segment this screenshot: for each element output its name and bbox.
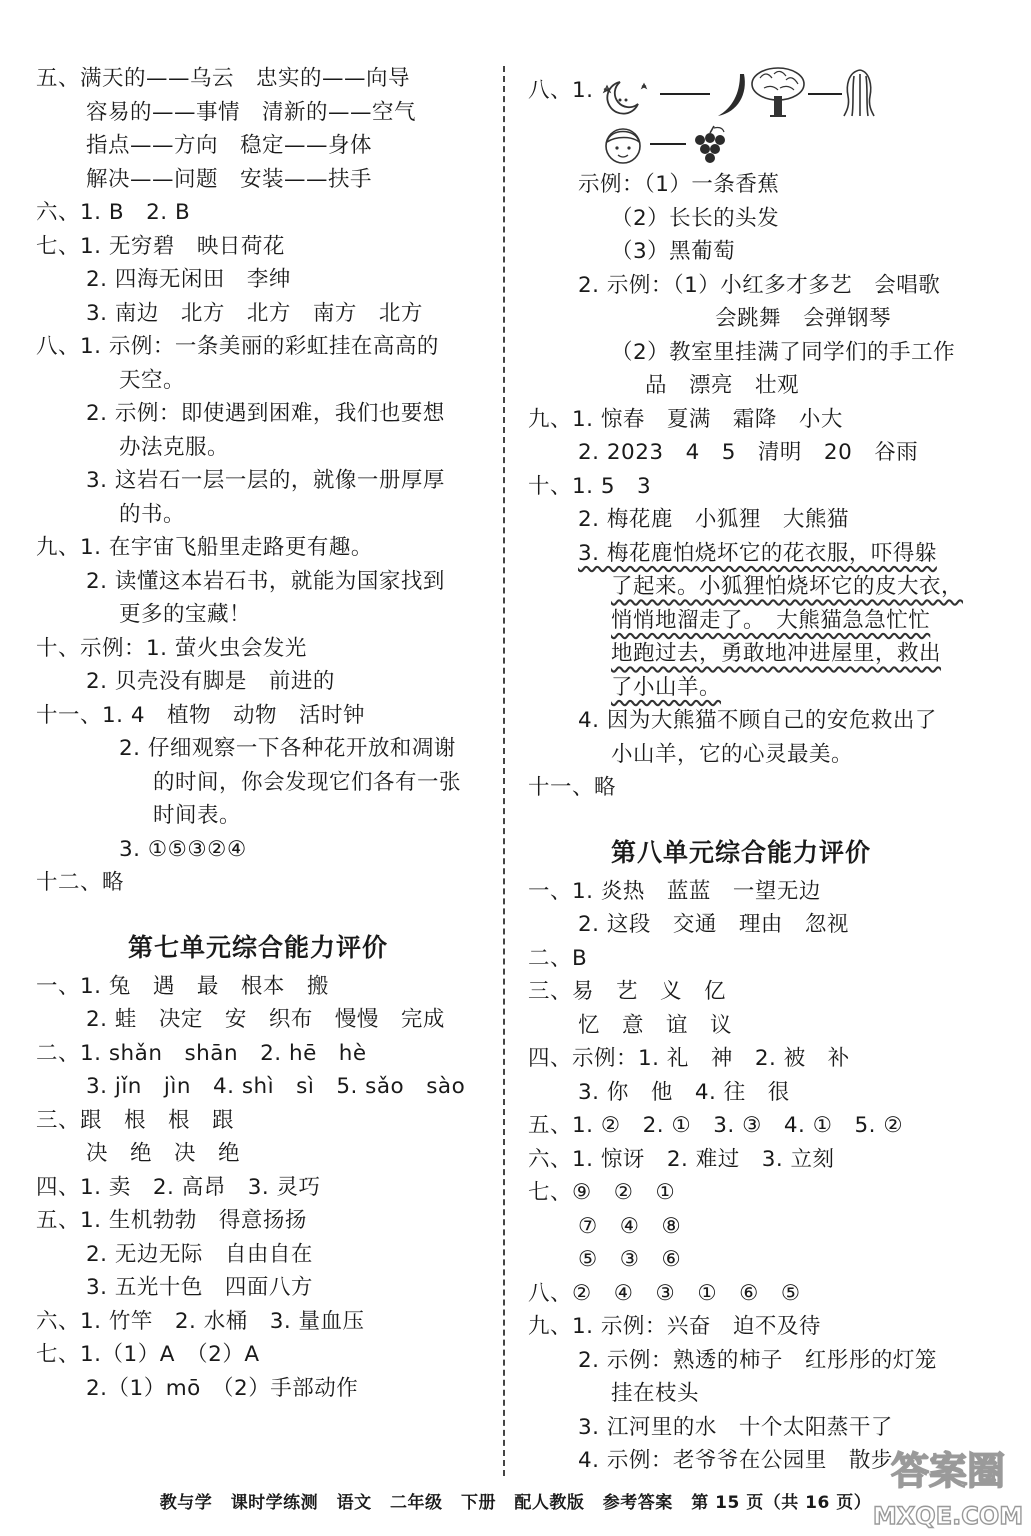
picture-match-row-2 <box>528 122 998 168</box>
answer-line: 十一、1. 4 植物 动物 活时钟 <box>36 702 366 728</box>
answer-line: 容易的——事情 清新的——空气 <box>86 99 417 125</box>
answer-line: 三、易 艺 义 亿 <box>528 979 727 1004</box>
answer-line: ⑦ ④ ⑧ <box>578 1213 682 1239</box>
footer-part: 下册 <box>460 1493 496 1513</box>
banana-icon <box>712 70 752 120</box>
answer-line: 七、1. 无穷碧 映日荷花 <box>36 233 285 259</box>
answer-line: 五、1. 生机勃勃 得意扬扬 <box>36 1208 307 1233</box>
answer-line: 决 绝 决 绝 <box>86 1141 241 1166</box>
answer-line: 2. 示例：（1）小红多才多艺 会唱歌 <box>578 272 941 298</box>
answer-line: 九、1. 示例：兴奋 迫不及待 <box>528 1314 821 1339</box>
answer-line: 2. 无边无际 自由自在 <box>86 1241 313 1267</box>
footer-part: 教与学 <box>159 1493 213 1513</box>
answer-line: 更多的宝藏！ <box>119 602 252 627</box>
answer-line: 办法克服。 <box>119 434 230 460</box>
right-column <box>528 62 998 1478</box>
answer-line: 3. 江河里的水 十个太阳蒸干了 <box>578 1414 893 1440</box>
answer-line: 八、② ④ ③ ① ⑥ ⑤ <box>528 1280 801 1306</box>
answer-line: 四、示例：1. 礼 神 2. 被 补 <box>528 1046 850 1071</box>
answer-line: 3. ①⑤③②④ <box>119 836 247 862</box>
answer-line: 2. 蛙 决定 安 织布 慢慢 完成 <box>86 1007 445 1032</box>
underlined-answer-line: 3. 梅花鹿怕烧坏它的花衣服，吓得躲 <box>578 540 937 566</box>
match-line <box>808 92 842 96</box>
picture-match-row-1 <box>528 62 998 122</box>
answer-line: 八、1. 示例：一条美丽的彩虹挂在高高的 <box>36 334 439 359</box>
answer-line: 的书。 <box>119 501 186 527</box>
answer-line: 2. 仔细观察一下各种花开放和凋谢 <box>119 736 456 761</box>
answer-line: 2. 梅花鹿 小狐狸 大熊猫 <box>578 507 849 532</box>
answer-line: 会跳舞 会弹钢琴 <box>715 306 892 331</box>
answer-line: 3. 你 他 4. 往 很 <box>578 1079 790 1105</box>
svg-text:答案圈: 答案圈 <box>890 1449 1006 1493</box>
answer-line: 2. 示例：即使遇到困难，我们也要想 <box>86 401 445 426</box>
answer-line: 天空。 <box>119 367 186 393</box>
answer-line: （2）长长的头发 <box>611 205 780 231</box>
underlined-answer-line: 悄悄地溜走了。 大熊猫急急忙忙 <box>611 607 931 633</box>
girl-face-icon <box>600 124 646 166</box>
grapes-icon <box>688 124 730 166</box>
answer-line: 七、1.（1）A （2）A <box>36 1342 260 1367</box>
answer-line: 九、1. 惊春 夏满 霜降 小大 <box>528 406 843 432</box>
footer-part: 配人教版 <box>514 1493 585 1513</box>
answer-line: 五、1. ② 2. ① 3. ③ 4. ① 5. ② <box>528 1113 904 1138</box>
answer-line: ⑤ ③ ⑥ <box>578 1247 682 1272</box>
answer-line: 2. 示例：熟透的柿子 红彤彤的灯笼 <box>578 1347 937 1373</box>
hair-icon <box>842 66 878 118</box>
answer-line: 一、1. 兔 遇 最 根本 搬 <box>36 973 329 999</box>
footer-part: 二年级 <box>390 1493 443 1513</box>
answer-line: 三、跟 根 根 跟 <box>36 1107 235 1133</box>
answer-line: 二、B <box>528 945 588 971</box>
answer-line: 3. 五光十色 四面八方 <box>86 1275 313 1300</box>
answer-line: 五、满天的——乌云 忠实的——向导 <box>36 66 411 91</box>
footer-part: 第 15 页（共 16 页） <box>691 1493 872 1513</box>
answer-line: 十二、略 <box>36 870 125 895</box>
answer-line: 的时间，你会发现它们各有一张 <box>153 769 462 795</box>
svg-text:MXQE.COM: MXQE.COM <box>873 1502 1023 1530</box>
left-column <box>36 62 476 1405</box>
answer-line: 解决——问题 安装——扶手 <box>86 166 373 192</box>
answer-line: 2.（1）mō （2）手部动作 <box>86 1375 359 1401</box>
answer-line: 一、1. 炎热 蓝蓝 一望无边 <box>528 878 821 904</box>
underlined-answer-line: 地跑过去，勇敢地冲进屋里，救出 <box>611 641 942 666</box>
answer-line: 品 漂亮 壮观 <box>645 373 800 398</box>
answer-line: 3. 这岩石一层一层的，就像一册厚厚 <box>86 468 445 493</box>
answer-line: 4. 因为大熊猫不顾自己的安危救出了 <box>578 708 937 733</box>
answer-line: 2. 贝壳没有脚是 前进的 <box>86 669 335 694</box>
answer-line: 4. 示例：老爷爷在公园里 散步 <box>578 1448 893 1473</box>
answer-line: 六、1. B 2. B <box>36 200 191 225</box>
answer-line: 四、1. 卖 2. 高昂 3. 灵巧 <box>36 1174 321 1200</box>
answer-line: 九、1. 在宇宙飞船里走路更有趣。 <box>36 535 373 560</box>
moon-star-icon <box>598 76 656 116</box>
match-line <box>660 92 710 96</box>
answer-line: 2. 2023 4 5 清明 20 谷雨 <box>578 440 919 465</box>
question-label: 八、1. <box>528 78 594 103</box>
answer-line: 2. 四海无闲田 李绅 <box>86 267 291 292</box>
answer-line: 二、1. shǎn shān 2. hē hè <box>36 1040 367 1066</box>
section-heading-unit8: 第八单元综合能力评价 <box>611 837 872 867</box>
answer-line: （2）教室里挂满了同学们的手工作 <box>611 339 956 365</box>
footer-part: 课时学练测 <box>230 1493 319 1513</box>
section-heading-unit7: 第七单元综合能力评价 <box>128 932 389 962</box>
answer-line: 2. 读懂这本岩石书，就能为国家找到 <box>86 568 445 594</box>
answer-line: 十一、略 <box>528 775 617 800</box>
answer-line: 指点——方向 稳定——身体 <box>86 133 373 158</box>
underlined-answer-line: 了小山羊。 <box>611 674 722 700</box>
footer-part: 语文 <box>336 1493 372 1513</box>
answer-line: 忆 意 谊 议 <box>578 1012 733 1038</box>
answer-line: 3. 南边 北方 北方 南方 北方 <box>86 300 423 326</box>
answer-line: 七、⑨ ② ① <box>528 1180 676 1205</box>
answer-line: 3. jǐn jìn 4. shì sì 5. sǎo sào <box>86 1074 466 1099</box>
watermark-logo <box>873 1440 1023 1532</box>
answer-line: （3）黑葡萄 <box>611 239 736 264</box>
match-line <box>650 142 686 146</box>
column-divider <box>503 66 505 1476</box>
footer-part: 参考答案 <box>602 1493 673 1513</box>
underlined-answer-line: 了起来。小狐狸怕烧坏它的皮大衣， <box>611 574 964 599</box>
answer-line: 十、1. 5 3 <box>528 473 652 499</box>
answer-line: 六、1. 竹竿 2. 水桶 3. 量血压 <box>36 1308 365 1334</box>
answer-line: 六、1. 惊讶 2. 难过 3. 立刻 <box>528 1146 835 1172</box>
answer-line: 示例：（1）一条香蕉 <box>578 172 780 197</box>
answer-line: 时间表。 <box>153 803 242 828</box>
tree-icon <box>750 66 806 120</box>
answer-line: 小山羊，它的心灵最美。 <box>611 741 854 767</box>
answer-line: 2. 这段 交通 理由 忽视 <box>578 912 849 937</box>
answer-line: 十、示例：1. 萤火虫会发光 <box>36 635 307 661</box>
answer-line: 挂在枝头 <box>611 1381 700 1406</box>
